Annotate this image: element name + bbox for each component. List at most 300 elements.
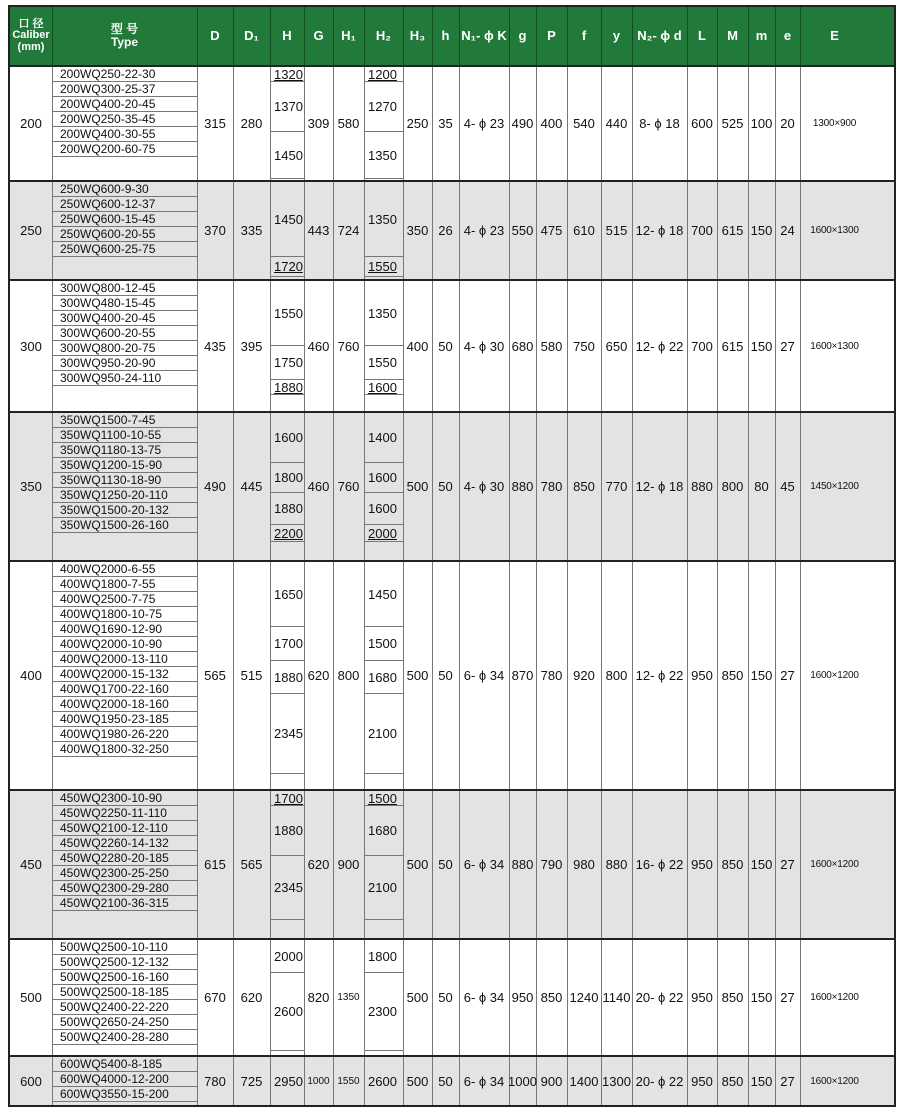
type-list [52,1057,198,1105]
h-value: 2200 [274,525,303,541]
model-row: 400WQ1950-23-185 [52,712,197,727]
h2-value: 1500 [368,790,397,806]
cell-f: 1400 [567,1057,602,1105]
cell-g-small: 950 [509,940,537,1055]
cell-h-small: 35 [432,67,460,180]
model-row: 200WQ400-30-55 [52,127,197,142]
h-value: 1650 [274,586,303,602]
model-row: 600WQ4000-12-200 [52,1072,197,1087]
h2-value: 1350 [368,211,397,227]
cell-g-small: 1000 [509,1057,537,1105]
model-row: 400WQ1700-22-160 [52,682,197,697]
cell-d: 615 [197,791,234,938]
model-row: 450WQ2300-10-90 [52,791,197,806]
cell-d: 565 [197,562,234,789]
cell-h1: 800 [333,562,365,789]
h-value: 1700 [274,636,303,651]
cell-e-big: 1600×1200 [810,670,859,681]
h-value: 1800 [274,470,303,485]
cell-y: 1300 [601,1057,633,1105]
type-list [52,413,198,560]
model-row: 350WQ1500-26-160 [52,518,197,533]
model-row: 600WQ3550-15-200 [52,1087,197,1102]
cell-l: 700 [687,182,718,279]
h-value: 1880 [274,823,303,838]
cell-l: 600 [687,67,718,180]
model-row: 250WQ600-9-30 [52,182,197,197]
cell-y: 800 [601,562,633,789]
model-row: 450WQ2100-12-110 [52,821,197,836]
cell-l: 700 [687,281,718,411]
model-row: 200WQ250-35-45 [52,112,197,127]
cell-caliber: 400 [10,562,53,789]
model-row: 300WQ950-24-110 [52,371,197,386]
h2-value: 1500 [368,636,397,651]
height-h-cell [270,67,305,180]
cell-l: 950 [687,791,718,938]
cell-p: 900 [536,1057,568,1105]
cell-d1: 620 [233,940,271,1055]
cell-h-small: 26 [432,182,460,279]
cell-h-small: 50 [432,791,460,938]
model-row: 400WQ1980-26-220 [52,727,197,742]
h-value: 1880 [274,379,303,395]
h-value: 1880 [274,669,303,685]
cell-e-big: 1600×1200 [810,992,859,1003]
cell-h3: 400 [403,281,433,411]
h2-value: 1400 [368,430,397,445]
model-row: 400WQ2000-6-55 [52,562,197,577]
cell-m: 800 [717,413,749,560]
cell-h3: 250 [403,67,433,180]
type-list [52,940,198,1055]
h2-value: 1680 [368,823,397,838]
height-h-cell [270,1057,305,1105]
height-h2-cell [364,413,404,560]
header-h3: H₃ [403,7,433,65]
model-row: 250WQ600-25-75 [52,242,197,257]
header-h_small: h [432,7,460,65]
cell-n2d: 20- ϕ 22 [632,1057,688,1105]
caliber-group-200 [10,67,894,182]
cell-y: 1140 [601,940,633,1055]
header-m_small: m [748,7,776,65]
model-row: 300WQ800-12-45 [52,281,197,296]
model-row: 450WQ2300-29-280 [52,881,197,896]
header-y: y [601,7,633,65]
h2-value: 1600 [368,501,397,516]
h2-value: 1800 [368,948,397,964]
caliber-group-400 [10,562,894,791]
cell-e: 27 [775,1057,801,1105]
cell-m-small: 100 [748,67,776,180]
cell-g: 820 [304,940,334,1055]
model-row: 450WQ2260-14-132 [52,836,197,851]
model-row: 600WQ5400-8-185 [52,1057,197,1072]
header-f: f [567,7,602,65]
cell-g: 443 [304,182,334,279]
model-row: 350WQ1250-20-110 [52,488,197,503]
cell-y: 650 [601,281,633,411]
model-row: 350WQ1200-15-90 [52,458,197,473]
cell-n2d: 12- ϕ 18 [632,413,688,560]
cell-caliber: 450 [10,791,53,938]
cell-n1k: 6- ϕ 34 [459,791,510,938]
cell-e: 20 [775,67,801,180]
cell-e-big: 1600×1300 [810,340,859,352]
model-row: 400WQ2000-13-110 [52,652,197,667]
table-header [10,7,894,67]
cell-n1k: 6- ϕ 34 [459,562,510,789]
cell-h-small: 50 [432,281,460,411]
cell-e-big: 1600×1300 [810,225,859,236]
header-h: H [270,7,305,65]
height-h2-cell [364,67,404,180]
model-row: 300WQ400-20-45 [52,311,197,326]
caliber-group-450 [10,791,894,940]
cell-g: 460 [304,281,334,411]
type-list [52,281,198,411]
h2-value: 1680 [368,669,397,685]
cell-l: 950 [687,562,718,789]
cell-g-small: 680 [509,281,537,411]
cell-caliber: 600 [10,1057,53,1105]
header-e: e [775,7,801,65]
cell-caliber: 500 [10,940,53,1055]
cell-h1: 580 [333,67,365,180]
cell-h1: 760 [333,281,365,411]
cell-p: 850 [536,940,568,1055]
height-h-cell [270,182,305,279]
cell-caliber: 350 [10,413,53,560]
cell-m-small: 80 [748,413,776,560]
header-caliber: 口 径 Caliber (mm) [10,7,53,65]
cell-d: 315 [197,67,234,180]
cell-e-big: 1600×1200 [810,1075,859,1087]
cell-m: 850 [717,562,749,789]
cell-n2d: 16- ϕ 22 [632,791,688,938]
cell-p: 580 [536,281,568,411]
height-h2-cell [364,281,404,411]
h2-value: 1270 [368,99,397,114]
header-p: P [536,7,568,65]
cell-g: 309 [304,67,334,180]
model-row: 200WQ300-25-37 [52,82,197,97]
model-row: 200WQ400-20-45 [52,97,197,112]
h2-value: 1600 [368,470,397,485]
cell-n1k: 4- ϕ 23 [459,182,510,279]
cell-h3: 500 [403,413,433,560]
model-row: 350WQ1180-13-75 [52,443,197,458]
cell-p: 780 [536,413,568,560]
model-row: 250WQ600-20-55 [52,227,197,242]
model-row: 250WQ600-12-37 [52,197,197,212]
cell-m: 615 [717,281,749,411]
h-value: 2345 [274,880,303,895]
cell-h1: 900 [333,791,365,938]
cell-e: 27 [775,281,801,411]
cell-e-big: 1450×1200 [810,481,859,492]
h2-value: 1550 [368,355,397,370]
cell-e-big: 1300×900 [812,118,857,129]
type-list [52,182,198,279]
height-h-cell [270,562,305,789]
header-e_big: E [830,28,839,44]
model-row: 450WQ2250-11-110 [52,806,197,821]
header-g: G [304,7,334,65]
type-list [52,791,198,938]
model-row: 300WQ480-15-45 [52,296,197,311]
model-row: 500WQ2400-28-280 [52,1030,197,1045]
height-h-cell [270,940,305,1055]
cell-g-small: 880 [509,791,537,938]
cell-m: 615 [717,182,749,279]
cell-d: 370 [197,182,234,279]
model-row: 450WQ2300-25-250 [52,866,197,881]
model-row: 400WQ2000-18-160 [52,697,197,712]
h2-value: 2300 [368,1004,397,1019]
cell-m: 850 [717,940,749,1055]
cell-d1: 565 [233,791,271,938]
cell-e: 45 [775,413,801,560]
h-value: 1550 [274,305,303,321]
cell-n2d: 12- ϕ 22 [632,281,688,411]
cell-f: 850 [567,413,602,560]
cell-caliber: 250 [10,182,53,279]
h-value: 1370 [274,99,303,114]
height-h-cell [270,413,305,560]
height-h-cell [270,281,305,411]
model-row: 500WQ2500-16-160 [52,970,197,985]
cell-h-small: 50 [432,940,460,1055]
caliber-group-350 [10,413,894,562]
h-value: 1450 [274,211,303,227]
cell-m-small: 150 [748,791,776,938]
cell-f: 610 [567,182,602,279]
model-row: 500WQ2500-12-132 [52,955,197,970]
h-value: 1880 [274,501,303,516]
h2-value: 1550 [368,259,397,274]
caliber-group-600 [10,1057,894,1105]
cell-h1: 760 [333,413,365,560]
cell-l: 950 [687,1057,718,1105]
cell-n1k: 6- ϕ 34 [459,940,510,1055]
header-h1: H₁ [333,7,365,65]
h2-value: 1350 [368,305,397,321]
h2-value: 1350 [368,147,397,163]
height-h-cell [270,791,305,938]
table-body [10,67,894,1105]
h-value: 1450 [274,147,303,163]
height-h2-cell [364,791,404,938]
cell-d1: 280 [233,67,271,180]
cell-d: 435 [197,281,234,411]
type-list [52,67,198,180]
cell-h3: 500 [403,791,433,938]
cell-n1k: 4- ϕ 30 [459,281,510,411]
cell-n2d: 12- ϕ 18 [632,182,688,279]
cell-e-big: 1600×1200 [810,859,859,870]
model-row: 500WQ2650-24-250 [52,1015,197,1030]
caliber-group-500 [10,940,894,1057]
cell-n2d: 20- ϕ 22 [632,940,688,1055]
cell-e: 27 [775,562,801,789]
h2-value: 2600 [368,1073,397,1089]
cell-h3: 500 [403,940,433,1055]
model-row: 200WQ200-60-75 [52,142,197,157]
cell-m-small: 150 [748,281,776,411]
h2-value: 2100 [368,880,397,895]
h-value: 1700 [274,790,303,806]
h2-value: 2100 [368,726,397,741]
cell-h3: 350 [403,182,433,279]
model-row: 350WQ1500-20-132 [52,503,197,518]
h-value: 1750 [274,355,303,370]
model-row: 200WQ250-22-30 [52,67,197,82]
cell-n2d: 12- ϕ 22 [632,562,688,789]
cell-m-small: 150 [748,182,776,279]
cell-h-small: 50 [432,413,460,560]
h2-value: 2000 [368,525,397,541]
h-value: 1320 [274,66,303,82]
h-value: 2000 [274,948,303,964]
cell-h1: 724 [333,182,365,279]
cell-n1k: 6- ϕ 34 [459,1057,510,1105]
cell-h1: 1550 [333,1057,365,1105]
cell-f: 540 [567,67,602,180]
h2-value: 1600 [368,379,397,395]
caliber-group-250 [10,182,894,281]
model-row: 400WQ1800-32-250 [52,742,197,757]
cell-l: 880 [687,413,718,560]
header-type: 型 号 Type [52,7,198,65]
cell-d: 490 [197,413,234,560]
h-value: 2950 [274,1073,303,1089]
height-h2-cell [364,182,404,279]
model-row: 500WQ2500-10-110 [52,940,197,955]
cell-m-small: 150 [748,1057,776,1105]
cell-g: 460 [304,413,334,560]
model-row: 400WQ1800-10-75 [52,607,197,622]
h2-value: 1450 [368,586,397,602]
model-row: 500WQ2400-22-220 [52,1000,197,1015]
h-value: 2345 [274,726,303,741]
cell-m-small: 150 [748,940,776,1055]
header-m: M [717,7,749,65]
cell-d1: 725 [233,1057,271,1105]
cell-p: 475 [536,182,568,279]
model-row: 400WQ1690-12-90 [52,622,197,637]
header-g_small: g [509,7,537,65]
header-l: L [687,7,718,65]
h-value: 1600 [274,430,303,445]
cell-h-small: 50 [432,562,460,789]
model-row: 300WQ600-20-55 [52,326,197,341]
model-row: 350WQ1130-18-90 [52,473,197,488]
cell-p: 400 [536,67,568,180]
cell-y: 515 [601,182,633,279]
cell-g: 620 [304,791,334,938]
cell-f: 1240 [567,940,602,1055]
cell-m-small: 150 [748,562,776,789]
cell-d1: 335 [233,182,271,279]
cell-g-small: 880 [509,413,537,560]
cell-d: 670 [197,940,234,1055]
cell-m: 525 [717,67,749,180]
model-row: 400WQ1800-7-55 [52,577,197,592]
cell-n1k: 4- ϕ 23 [459,67,510,180]
cell-caliber: 200 [10,67,53,180]
cell-d1: 395 [233,281,271,411]
model-row: 400WQ2000-15-132 [52,667,197,682]
model-row: 400WQ2000-10-90 [52,637,197,652]
h2-value: 1200 [368,66,397,82]
cell-p: 780 [536,562,568,789]
type-list [52,562,198,789]
model-row: 450WQ2280-20-185 [52,851,197,866]
cell-g: 1000 [304,1057,334,1105]
cell-f: 750 [567,281,602,411]
cell-h3: 500 [403,562,433,789]
model-row: 500WQ2500-18-185 [52,985,197,1000]
cell-n1k: 4- ϕ 30 [459,413,510,560]
dimension-table [8,5,896,1107]
cell-y: 440 [601,67,633,180]
cell-g: 620 [304,562,334,789]
height-h2-cell [364,940,404,1055]
cell-d: 780 [197,1057,234,1105]
model-row: 300WQ800-20-75 [52,341,197,356]
header-n1k: N₁- ϕ K [459,7,510,65]
model-row: 300WQ950-20-90 [52,356,197,371]
model-row: 250WQ600-15-45 [52,212,197,227]
cell-g-small: 490 [509,67,537,180]
cell-m: 850 [717,1057,749,1105]
model-row: 350WQ1500-7-45 [52,413,197,428]
cell-m: 850 [717,791,749,938]
cell-l: 950 [687,940,718,1055]
model-row: 350WQ1100-10-55 [52,428,197,443]
cell-h1: 1350 [333,940,365,1055]
cell-h3: 500 [403,1057,433,1105]
header-n2d: N₂- ϕ d [632,7,688,65]
cell-p: 790 [536,791,568,938]
cell-d1: 515 [233,562,271,789]
cell-e: 27 [775,940,801,1055]
cell-h-small: 50 [432,1057,460,1105]
header-d1: D₁ [233,7,271,65]
cell-y: 770 [601,413,633,560]
caliber-group-300 [10,281,894,413]
cell-f: 920 [567,562,602,789]
cell-f: 980 [567,791,602,938]
cell-d1: 445 [233,413,271,560]
cell-e: 24 [775,182,801,279]
cell-y: 880 [601,791,633,938]
cell-caliber: 300 [10,281,53,411]
header-d: D [197,7,234,65]
cell-g-small: 550 [509,182,537,279]
height-h2-cell [364,562,404,789]
cell-g-small: 870 [509,562,537,789]
h-value: 1720 [274,259,303,274]
cell-n2d: 8- ϕ 18 [632,67,688,180]
h-value: 2600 [274,1004,303,1019]
height-h2-cell [364,1057,404,1105]
model-row: 400WQ2500-7-75 [52,592,197,607]
header-h2: H₂ [364,7,404,65]
model-row: 450WQ2100-36-315 [52,896,197,911]
